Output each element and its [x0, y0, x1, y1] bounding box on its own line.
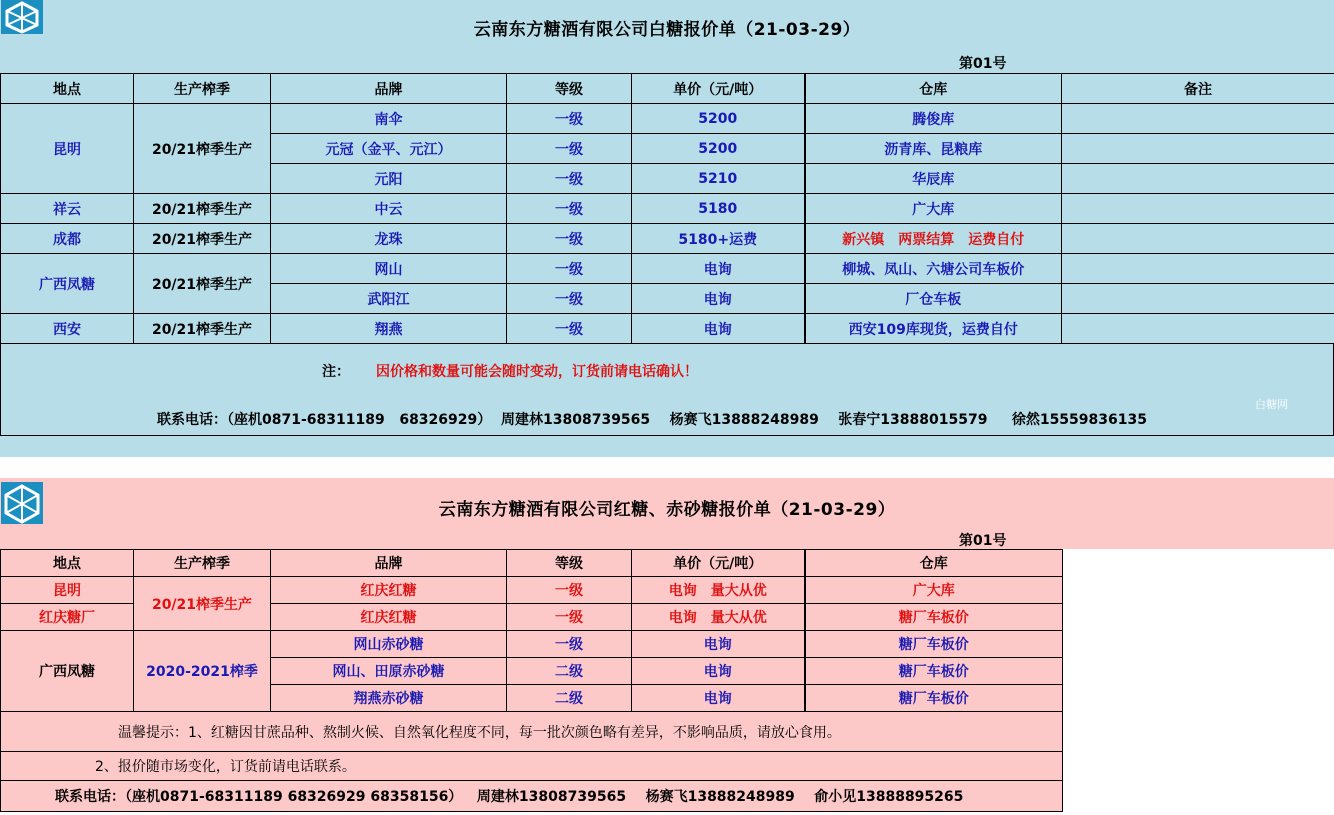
notice-label: 注： [322, 364, 350, 380]
tip-row [1, 752, 1063, 781]
location-cell: 广西凤糖 [1, 631, 134, 712]
note-cell [1062, 314, 1334, 344]
sheet-gap [0, 437, 1334, 457]
price-cell: 5180 [632, 194, 805, 224]
season-cell: 20/21榨季生产 [134, 194, 271, 224]
table-row [1, 224, 1334, 254]
price-cell: 5210 [632, 164, 805, 194]
location-cell: 成都 [1, 224, 134, 254]
header-price: 单价（元/吨） [632, 74, 805, 104]
brand-cell: 翔燕赤砂糖 [271, 685, 507, 712]
season-cell: 20/21榨季生产 [134, 254, 271, 314]
header-warehouse: 仓库 [805, 550, 1063, 577]
grade-cell: 一级 [507, 254, 632, 284]
location-cell: 祥云 [1, 194, 134, 224]
notice-text: 因价格和数量可能会随时变动，订货前请电话确认！ [376, 364, 698, 380]
brand-cell: 红庆红糖 [271, 577, 507, 604]
header-season: 生产榨季 [134, 550, 271, 577]
price-cell: 5200 [632, 134, 805, 164]
price-cell: 电询 [632, 658, 805, 685]
sheet-number: 第01号 [959, 56, 1007, 72]
note-cell [1062, 194, 1334, 224]
price-cell: 电询 [632, 284, 805, 314]
grade-cell: 一级 [507, 104, 632, 134]
note-cell [1062, 164, 1334, 194]
warehouse-cell: 新兴镇 两票结算 运费自付 [805, 224, 1062, 254]
brown-sugar-table [0, 549, 1063, 812]
warehouse-cell: 广大库 [805, 577, 1063, 604]
header-price: 单价（元/吨） [632, 550, 805, 577]
price-cell: 电询 [632, 314, 805, 344]
page-title: 云南东方糖酒有限公司红糖、赤砂糖报价单（21-03-29） [438, 500, 896, 520]
watermark: 白糖网 [1255, 398, 1288, 411]
warehouse-cell: 糖厂车板价 [805, 604, 1063, 631]
table-row [1, 577, 1063, 604]
brand-cell: 网山赤砂糖 [271, 631, 507, 658]
tip-2: 2、报价随市场变化，订货前请电话联系。 [1, 752, 1063, 781]
warehouse-cell: 沥青库、昆粮库 [805, 134, 1062, 164]
note-cell [1062, 284, 1334, 314]
location-cell: 昆明 [1, 104, 134, 194]
brand-cell: 南伞 [271, 104, 507, 134]
grade-cell: 一级 [507, 194, 632, 224]
white-sugar-table [0, 73, 1334, 344]
price-cell: 电询 [632, 254, 805, 284]
brand-cell: 红庆红糖 [271, 604, 507, 631]
brand-cell: 网山 [271, 254, 507, 284]
grade-cell: 一级 [507, 134, 632, 164]
brand-cell: 翔燕 [271, 314, 507, 344]
note-cell [1062, 224, 1334, 254]
brand-cell: 中云 [271, 194, 507, 224]
header-location: 地点 [1, 74, 134, 104]
grade-cell: 二级 [507, 658, 632, 685]
grade-cell: 一级 [507, 631, 632, 658]
sheet-number: 第01号 [959, 533, 1007, 549]
warehouse-cell: 广大库 [805, 194, 1062, 224]
table-header-row [1, 74, 1334, 104]
season-cell: 2020-2021榨季 [134, 631, 271, 712]
grade-cell: 一级 [507, 284, 632, 314]
notice [322, 361, 698, 381]
tip-row [1, 712, 1063, 752]
contact-line: 联系电话：（座机0871-68311189 68326929 68358156） 周建林13808739565 杨赛飞13888248989 俞小见13888895265 [1, 781, 1063, 812]
table-row [1, 254, 1334, 284]
header-brand: 品牌 [271, 550, 507, 577]
season-cell: 20/21榨季生产 [134, 224, 271, 254]
tip-1: 温馨提示：1、红糖因甘蔗品种、熬制火候、自然氧化程度不同，每一批次颜色略有差异，不影响品质，请放心食用。 [1, 712, 1063, 752]
warehouse-cell: 腾俊库 [805, 104, 1062, 134]
season-cell: 20/21榨季生产 [134, 577, 271, 631]
grade-cell: 二级 [507, 685, 632, 712]
note-cell [1062, 134, 1334, 164]
price-cell: 5180+运费 [632, 224, 805, 254]
brand-cell: 武阳江 [271, 284, 507, 314]
warehouse-cell: 西安109库现货，运费自付 [805, 314, 1062, 344]
note-cell [1062, 104, 1334, 134]
warehouse-cell: 柳城、凤山、六塘公司车板价 [805, 254, 1062, 284]
grade-cell: 一级 [507, 224, 632, 254]
price-cell: 电询 [632, 631, 805, 658]
brand-cell: 网山、田原赤砂糖 [271, 658, 507, 685]
table-row [1, 314, 1334, 344]
warehouse-cell: 糖厂车板价 [805, 685, 1063, 712]
location-cell: 红庆糖厂 [1, 604, 134, 631]
page-title: 云南东方糖酒有限公司白糖报价单（21-03-29） [473, 20, 861, 40]
header-brand: 品牌 [271, 74, 507, 104]
brown-sugar-sheet [0, 478, 1334, 815]
table-row [1, 104, 1334, 134]
price-cell: 5200 [632, 104, 805, 134]
warehouse-cell: 糖厂车板价 [805, 631, 1063, 658]
warehouse-cell: 糖厂车板价 [805, 658, 1063, 685]
price-cell: 电询 量大从优 [632, 577, 805, 604]
location-cell: 昆明 [1, 577, 134, 604]
header-location: 地点 [1, 550, 134, 577]
price-cell: 电询 [632, 685, 805, 712]
grade-cell: 一级 [507, 577, 632, 604]
warehouse-cell: 华辰库 [805, 164, 1062, 194]
brand-cell: 龙珠 [271, 224, 507, 254]
season-cell: 20/21榨季生产 [134, 314, 271, 344]
location-cell: 西安 [1, 314, 134, 344]
note-cell [1062, 254, 1334, 284]
grade-cell: 一级 [507, 314, 632, 344]
header-grade: 等级 [507, 74, 632, 104]
header-season: 生产榨季 [134, 74, 271, 104]
season-cell: 20/21榨季生产 [134, 104, 271, 194]
header-grade: 等级 [507, 550, 632, 577]
price-cell: 电询 量大从优 [632, 604, 805, 631]
grade-cell: 一级 [507, 164, 632, 194]
table-row [1, 631, 1063, 658]
contact-line: 联系电话：（座机0871-68311189 68326929） 周建林13808739565 杨赛飞13888248989 张春宁13888015579 徐然15559836135 [157, 412, 1147, 428]
header-note: 备注 [1062, 74, 1334, 104]
table-header-row [1, 550, 1063, 577]
brand-cell: 元冠（金平、元江） [271, 134, 507, 164]
table-row [1, 194, 1334, 224]
brand-cell: 元阳 [271, 164, 507, 194]
location-cell: 广西凤糖 [1, 254, 134, 314]
header-warehouse: 仓库 [805, 74, 1062, 104]
warehouse-cell: 厂仓车板 [805, 284, 1062, 314]
grade-cell: 一级 [507, 604, 632, 631]
contact-row [1, 781, 1063, 812]
